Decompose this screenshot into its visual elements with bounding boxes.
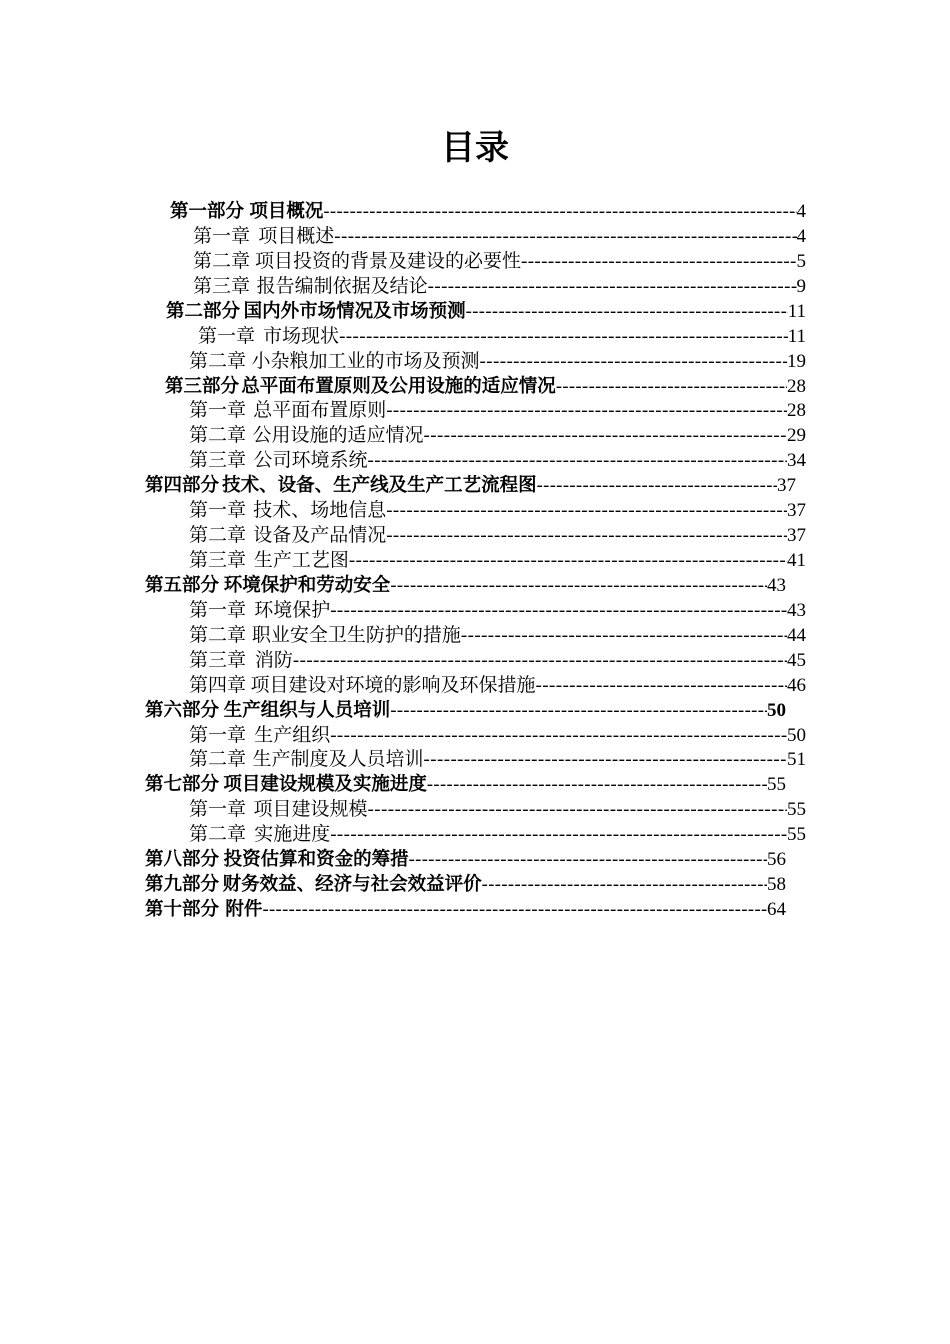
toc-leader: [409, 848, 767, 872]
toc-part-entry[interactable]: [145, 872, 786, 897]
toc-leader: [461, 623, 787, 648]
toc-title: 实施进度: [254, 823, 331, 846]
toc-leader: [330, 598, 787, 623]
toc-part-entry[interactable]: [170, 199, 806, 224]
toc-leader: [349, 548, 787, 573]
toc-part-entry[interactable]: [145, 847, 786, 872]
toc-number: 第一章: [189, 399, 247, 422]
toc-leader: [386, 498, 787, 523]
toc-chapter-entry[interactable]: [189, 822, 806, 847]
toc-title: 生产工艺图: [253, 549, 349, 572]
toc-title: 小杂粮加工业的市场及预测: [251, 349, 480, 372]
toc-page-number: 29: [787, 425, 806, 447]
toc-title: 公司环境系统: [253, 449, 368, 472]
toc-chapter-entry[interactable]: [189, 797, 806, 822]
toc-title: 项目概述: [258, 224, 335, 247]
toc-chapter-entry[interactable]: [189, 523, 806, 548]
toc-page-number: 56: [767, 849, 786, 871]
toc-page-number: 55: [787, 824, 806, 846]
toc-title: 项目概况: [249, 201, 324, 222]
toc-part-entry[interactable]: [166, 299, 806, 324]
toc-leader: [330, 822, 787, 847]
toc-page-number: 37: [777, 475, 796, 497]
toc-chapter-entry[interactable]: [189, 349, 806, 374]
toc-number: 第一章: [193, 224, 251, 247]
toc-page-number: 43: [767, 574, 786, 596]
toc-title: 技术、场地信息: [253, 499, 387, 522]
toc-title: 国内外市场情况及市场预测: [243, 300, 466, 322]
toc-page-number: 46: [787, 674, 806, 696]
toc-number: 第七部分: [145, 774, 220, 796]
toc-page-number: 9: [796, 275, 806, 297]
toc-page-number: 43: [787, 599, 806, 621]
toc-chapter-entry[interactable]: [198, 324, 806, 349]
toc-title: 职业安全卫生防护的措施: [251, 623, 461, 646]
toc-chapter-entry[interactable]: [189, 747, 806, 772]
toc-number: 第一章: [189, 499, 247, 522]
toc-leader: [537, 474, 777, 498]
toc-leader: [428, 274, 797, 299]
toc-title: 公用设施的适应情况: [252, 424, 424, 447]
toc-part-entry[interactable]: [145, 772, 786, 797]
toc-page-number: 45: [787, 649, 806, 671]
toc-leader: [480, 349, 787, 374]
toc-leader: [427, 773, 767, 797]
toc-title: 生产制度及人员培训: [252, 748, 424, 771]
toc-chapter-entry[interactable]: [189, 448, 806, 473]
toc-number: 第四部分: [145, 475, 220, 497]
toc-number: 第六部分: [145, 699, 220, 721]
toc-number: 第二章: [193, 249, 251, 272]
toc-page-number: 5: [796, 250, 806, 272]
toc-number: 第二部分: [166, 300, 241, 322]
toc-leader: [424, 423, 787, 448]
toc-title: 消防: [254, 648, 293, 671]
toc-title: 投资估算和资金的筹措: [223, 849, 409, 871]
toc-number: 第一章: [189, 598, 247, 621]
toc-chapter-entry[interactable]: [189, 598, 806, 623]
toc-number: 第一部分: [170, 201, 245, 222]
toc-number: 第一章: [189, 723, 247, 746]
toc-part-entry[interactable]: [145, 698, 786, 723]
toc-number: 第一章: [198, 324, 256, 347]
toc-chapter-entry[interactable]: [189, 398, 806, 423]
toc-number: 第九部分: [145, 874, 220, 896]
toc-leader: [293, 648, 787, 673]
toc-chapter-entry[interactable]: [189, 723, 806, 748]
toc-page-number: 64: [767, 899, 786, 921]
toc-chapter-entry[interactable]: [189, 673, 806, 698]
toc-page-number: 28: [787, 375, 806, 397]
toc-number: 第十部分: [145, 899, 220, 921]
toc-page-number: 58: [767, 874, 786, 896]
toc-chapter-entry[interactable]: [189, 548, 806, 573]
toc-chapter-entry[interactable]: [193, 224, 806, 249]
toc-number: 第八部分: [145, 849, 220, 871]
toc-number: 第二章: [189, 623, 247, 646]
toc-number: 第三章: [189, 648, 247, 671]
toc-title: 总平面布置原则: [253, 399, 387, 422]
toc-title: 总平面布置原则及公用设施的适应情况: [241, 375, 556, 397]
toc-leader: [334, 224, 796, 249]
toc-number: 第二章: [189, 748, 247, 771]
toc-page-number: 50: [787, 724, 806, 746]
toc-page-number: 37: [787, 525, 806, 547]
toc-page-number: 44: [787, 624, 806, 646]
toc-title: 附件: [225, 899, 263, 921]
toc-title: 设备及产品情况: [253, 524, 387, 547]
toc-leader: [556, 375, 787, 399]
toc-chapter-entry[interactable]: [189, 623, 806, 648]
toc-number: 第二章: [189, 823, 247, 846]
toc-title: 项目建设规模: [253, 798, 368, 821]
toc-number: 第三章: [189, 549, 247, 572]
toc-number: 第五部分: [145, 574, 220, 596]
toc-leader: [390, 574, 767, 598]
toc-leader: [424, 747, 787, 772]
toc-leader: [330, 723, 787, 748]
toc-chapter-entry[interactable]: [193, 274, 806, 299]
toc-leader: [482, 873, 767, 897]
toc-leader: [466, 300, 788, 324]
toc-leader: [536, 673, 787, 698]
toc-page-number: 50: [767, 699, 786, 721]
toc-title: 市场现状: [263, 324, 340, 347]
toc-part-entry[interactable]: [165, 374, 806, 399]
toc-page-number: 28: [787, 400, 806, 422]
toc-chapter-entry[interactable]: [189, 498, 806, 523]
toc-number: 第二章: [189, 349, 247, 372]
page-title: 目录: [441, 128, 509, 168]
toc-title: 环境保护: [254, 598, 331, 621]
toc-page-number: 4: [796, 225, 806, 247]
toc-leader: [521, 249, 797, 274]
toc-leader: [386, 523, 787, 548]
toc-number: 第四章: [189, 673, 247, 696]
toc-page-number: 55: [767, 774, 786, 796]
toc-title: 技术、设备、生产线及生产工艺流程图: [222, 475, 537, 497]
toc-part-entry[interactable]: [145, 473, 796, 498]
toc-part-entry[interactable]: [145, 897, 786, 922]
toc-title: 生产组织与人员培训: [223, 699, 391, 721]
toc-number: 第三部分: [165, 375, 240, 397]
toc-chapter-entry[interactable]: [189, 648, 806, 673]
toc-title: 项目投资的背景及建设的必要性: [254, 249, 521, 272]
toc-number: 第二章: [189, 424, 247, 447]
toc-page-number: 37: [787, 500, 806, 522]
toc-title: 项目建设对环境的影响及环保措施: [250, 673, 536, 696]
toc-leader: [323, 200, 796, 224]
toc-leader: [386, 398, 787, 423]
toc-leader: [390, 699, 767, 723]
toc-number: 第二章: [189, 524, 247, 547]
toc-leader: [368, 797, 787, 822]
toc-page-number: 11: [787, 325, 806, 347]
toc-chapter-entry[interactable]: [189, 423, 806, 448]
toc-page-number: 19: [787, 350, 806, 372]
toc-page-number: 34: [787, 450, 806, 472]
toc-page-number: 55: [787, 799, 806, 821]
toc-title: 报告编制依据及结论: [256, 274, 428, 297]
toc-title: 项目建设规模及实施进度: [223, 774, 427, 796]
toc-leader: [262, 898, 767, 922]
toc-page-number: 41: [787, 550, 806, 572]
toc-title: 环境保护和劳动安全: [223, 574, 391, 596]
toc-number: 第三章: [193, 274, 251, 297]
toc-leader: [339, 324, 788, 349]
toc-page-number: 4: [796, 201, 806, 222]
toc-chapter-entry[interactable]: [193, 249, 806, 274]
toc-page-number: 11: [787, 300, 806, 322]
toc-title: 财务效益、经济与社会效益评价: [222, 874, 482, 896]
toc-part-entry[interactable]: [145, 573, 786, 598]
toc-title: 生产组织: [254, 723, 331, 746]
toc-leader: [368, 448, 787, 473]
toc-page-number: 51: [787, 749, 806, 771]
toc-number: 第三章: [189, 449, 247, 472]
toc-number: 第一章: [189, 798, 247, 821]
